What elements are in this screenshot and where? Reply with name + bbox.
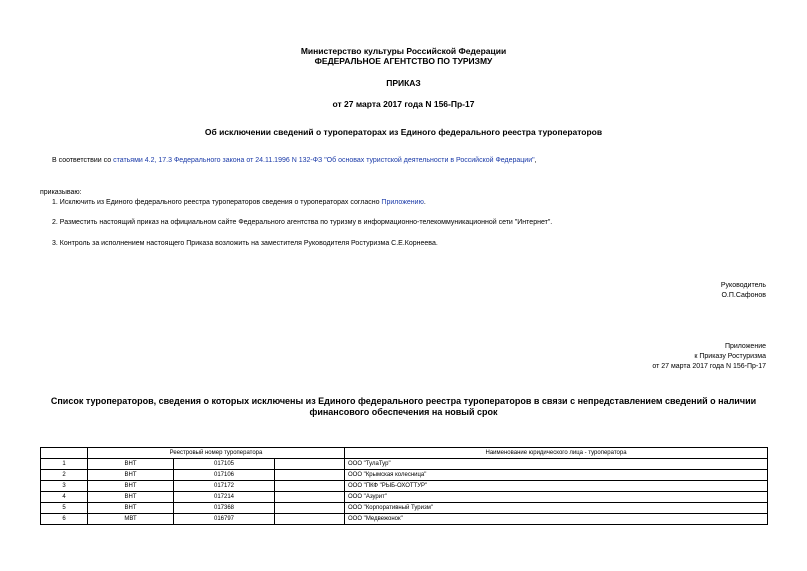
- legal-name-cell: ООО "Крымская колесница": [345, 470, 768, 481]
- registry-number-cell: 017105: [174, 459, 275, 470]
- operators-table-body: [41, 459, 768, 525]
- operators-table: [40, 447, 768, 525]
- signature-block: [721, 281, 766, 301]
- document-header: [0, 46, 807, 66]
- ministry-name: Министерство культуры Российской Федерации: [300, 46, 507, 56]
- appendix-link[interactable]: Приложению: [381, 199, 424, 206]
- registry-number-cell: 016797: [174, 514, 275, 525]
- appendix-header: [652, 342, 766, 372]
- preamble-suffix: ,: [534, 157, 537, 164]
- registry-series-cell: ВНТ: [88, 459, 174, 470]
- legal-name-cell: ООО "ТулаТур": [345, 459, 768, 470]
- spacer-cell: [275, 492, 345, 503]
- registry-number-cell: 017172: [174, 481, 275, 492]
- spacer-cell: [275, 514, 345, 525]
- spacer-cell: [275, 459, 345, 470]
- registry-series-cell: ВНТ: [88, 481, 174, 492]
- spacer-cell: [275, 503, 345, 514]
- legal-name-cell: ООО "Корпоративный Туризм": [345, 503, 768, 514]
- order-item-1-text: 1. Исключить из Единого федерального реестра туроператоров сведения о туроператорах согласно: [52, 199, 382, 206]
- registry-series-cell: ВНТ: [88, 492, 174, 503]
- order-item-3: 3. Контроль за исполнением настоящего Приказа возложить на заместителя Руководителя Ростуризма С.Е.Корнеева.: [52, 240, 438, 247]
- row-index-cell: 2: [41, 470, 88, 481]
- appendix-order-ref: к Приказу Ростуризма: [694, 353, 766, 360]
- spacer-cell: [275, 481, 345, 492]
- signature-position: Руководитель: [720, 282, 766, 289]
- table-row: [41, 492, 768, 503]
- table-row: [41, 514, 768, 525]
- registry-series-cell: ВНТ: [88, 470, 174, 481]
- header-legal-name: Наименование юридического лица - туроператора: [345, 448, 768, 459]
- row-index-cell: 4: [41, 492, 88, 503]
- registry-number-cell: 017214: [174, 492, 275, 503]
- legal-name-cell: ООО "Медвежонок": [345, 514, 768, 525]
- document-title: Об исключении сведений о туроператорах из Единого федерального реестра туроператоров: [204, 127, 603, 137]
- order-intro: приказываю:: [40, 189, 82, 196]
- document-date: от 27 марта 2017 года N 156-Пр-17: [332, 99, 475, 109]
- agency-name: ФЕДЕРАЛЬНОЕ АГЕНТСТВО ПО ТУРИЗМУ: [314, 56, 493, 66]
- document-type: ПРИКАЗ: [386, 78, 421, 88]
- header-index-cell: [41, 448, 88, 459]
- registry-series-cell: ВНТ: [88, 503, 174, 514]
- row-index-cell: 1: [41, 459, 88, 470]
- table-row: [41, 503, 768, 514]
- preamble: [52, 156, 537, 165]
- registry-number-cell: 017106: [174, 470, 275, 481]
- spacer-cell: [275, 470, 345, 481]
- preamble-prefix: В соответствии со: [52, 157, 114, 164]
- row-index-cell: 5: [41, 503, 88, 514]
- table-header-row: [41, 448, 768, 459]
- order-item-1: [52, 198, 426, 207]
- legal-name-cell: ООО "ПКФ "РЫБ-ОХОТТУР": [345, 481, 768, 492]
- registry-series-cell: МВТ: [88, 514, 174, 525]
- table-row: [41, 481, 768, 492]
- appendix-date: от 27 марта 2017 года N 156-Пр-17: [652, 363, 766, 370]
- signature-name: О.П.Сафонов: [721, 292, 766, 299]
- law-articles-link[interactable]: статьями 4.2, 17.3 Федерального закона от 24.11.1996 N 132-ФЗ "Об основах туристской деятельности в Российской Федерации": [113, 157, 535, 164]
- order-item-2: 2. Разместить настоящий приказ на официальном сайте Федерального агентства по туризму в информационно-телекоммуникационной сети "Интернет".: [52, 219, 553, 226]
- header-registry-number: Реестровый номер туроператора: [88, 448, 345, 459]
- row-index-cell: 6: [41, 514, 88, 525]
- registry-number-cell: 017368: [174, 503, 275, 514]
- order-item-1-end: .: [423, 199, 426, 206]
- appendix-label: Приложение: [724, 343, 766, 350]
- table-row: [41, 470, 768, 481]
- row-index-cell: 3: [41, 481, 88, 492]
- legal-name-cell: ООО "Азурит": [345, 492, 768, 503]
- operators-list-title: Список туроператоров, сведения о которых исключены из Единого федерального реестра туроператоров в связи с непредставлением сведений о наличии финансового обеспечения на новый срок: [50, 396, 757, 417]
- table-row: [41, 459, 768, 470]
